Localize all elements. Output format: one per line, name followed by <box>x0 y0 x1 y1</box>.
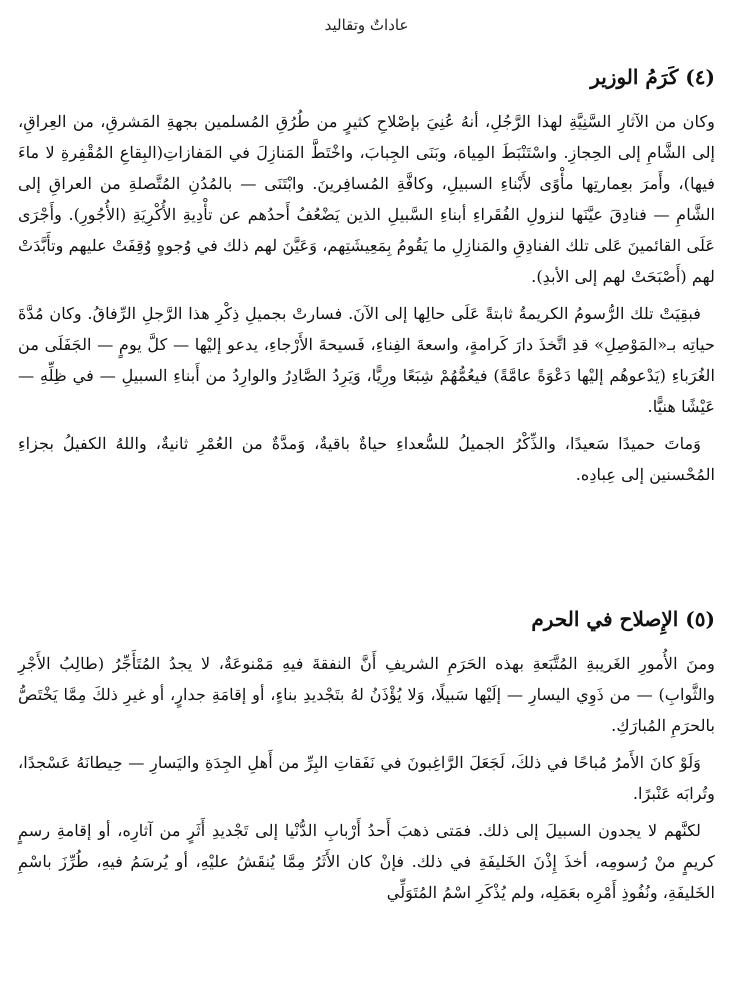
paragraph: وَماتَ حميدًا سَعيدًا، والذِّكْرُ الجميلُ للسُّعداءِ حياةٌ باقيةٌ، وَمدَّةٌ من العُمْرِ ثانيةٌ، واللهُ الكفيلُ بجزاءِ المُحْسنين إلى عِبادِه. <box>18 434 715 484</box>
paragraph: وَلَوْ كانَ الأَمرُ مُباحًا في ذلكَ، لَجَعَلَ الرَّاغِبونَ في نَفَقاتِ البِرِّ من أَهلِ الجِدَةِ واليَسارِ — حِيطانَهُ عَسْجدًا، وتُرابَه عَنْبرًا. <box>18 753 715 803</box>
section-title: (٤) كَرَمُ الوزير <box>590 65 715 89</box>
section-reform-in-haram <box>18 604 715 914</box>
paragraph: لكنَّهم لا يجدون السبيلَ إلى ذلك. فمَتى ذهبَ أَحدُ أَرْبابِ الدُّنْيا إلى تَجْديدِ أَثَرٍ من آثارِه، أو إقامةِ رسمٍ كريمٍ منْ رُسومِه، أخذَ إِذْنَ الخَليفَةِ في ذلك. فإنْ كان الأَثَرُ مِمَّا يُنقَشُ عليْهِ، أو يُرسَمُ فيهِ، طُرِّزَ باسْمِ الخَليفَةِ، ونُفُوذِ أَمْرِه بعَمَلِه، ولم يُذْكَرِ اسْمُ المُتَوَلِّي <box>18 821 715 902</box>
section-title: (٥) الإِصلاح في الحرم <box>531 607 715 631</box>
paragraph: ومنَ الأُمورِ الغَريبةِ المُتَّبَعةِ بهذه الحَرَمِ الشريفِ أَنَّ النفقةَ فيهِ مَمْنوعَةٌ، لا يجدُ المُتَأَجِّرُ (طالِبُ الأَجْرِ والثَّوابِ) — من ذَوِي اليسارِ — إلَيْها سَبيلًا، وَلا يُؤْذَنُ لهُ بتَجْديدِ بناءٍ، أو إقامَةِ جدارٍ، أو غيرِ ذلكَ مِمَّا يَخْتَصُّ بالحرَمِ المُبارَكِ. <box>18 654 715 735</box>
paragraph: وكان من الآثارِ السَّنِيَّةِ لهذا الرَّجُلِ، أنهُ عُنِيَ بإصْلاحِ كثيرٍ من طُرُقِ المُسلمين بجهةِ المَشرقِ، من العِراقِ، إلى الشَّامِ إلى الحِجازِ. واسْتَنْبَطَ المِياهَ، وبَنَى الجِبابَ، واخْتَطَّ المَنازِلَ في المَفازاتِ(البِقاعِ المُقْفِرةِ لا ماءَ فيها)، وأَمرَ بعِمارتِها مأْوًى لأَبْناءِ السبيلِ، وكافَّةِ المُسافِرينَ. وابْتَنَى — بالمُدُنِ المُتَّصلةِ من العراقِ إلى الشَّامِ — فنادِقَ عيَّنَها لنزولِ الفُقَراءِ أبناءِ السَّبيلِ الذين يَضْعُفُ أَحدُهم عن تأْدِيةِ الأُكْرِيَةِ (الأُجُورِ). وأَجْرَى عَلَى القائمينَ عَلى تلك الفنادِقِ والمَنازِلِ ما يَقُومُ بِمَعِيشَتِهم، وَعَيَّنَ لهم ذلك في وُجوهٍ وُقِفَتْ عليهم وتأَبَّدَتْ لهم (أَصْبَحَتْ لهم إلى الأبدِ). <box>18 112 715 286</box>
paragraph: فبقِيَتْ تلك الرُّسومُ الكريمةُ ثابتةً عَلَى حالِها إلى الآنَ. فسارتْ بجميلِ ذِكْرِ هذا الرَّجلِ الرِّفاقُ. وكان مُدَّةَ حياتِه بـ«المَوْصِلِ» قدِ اتَّخذَ دارَ كَرامةٍ، واسعةَ الفِناءِ، فَسيحةَ الأَرْجاءِ، يدعو إليْها — كلَّ يومٍ — الجَفَلَى من الغُرَباءِ (يَدْعوهُم إليْها دَعْوَةً عامَّةً) فيعُمُّهُمْ شِبَعًا ورِيًّا، وَيَرِدُ الصَّادِرُ والوارِدُ من أَبناءِ السبيلِ — في ظِلِّهِ — عَيْشًا هنيًّا. <box>18 304 715 416</box>
section-vizier-generosity <box>18 62 715 496</box>
running-header: عاداتٌ وتقاليد <box>324 16 409 34</box>
